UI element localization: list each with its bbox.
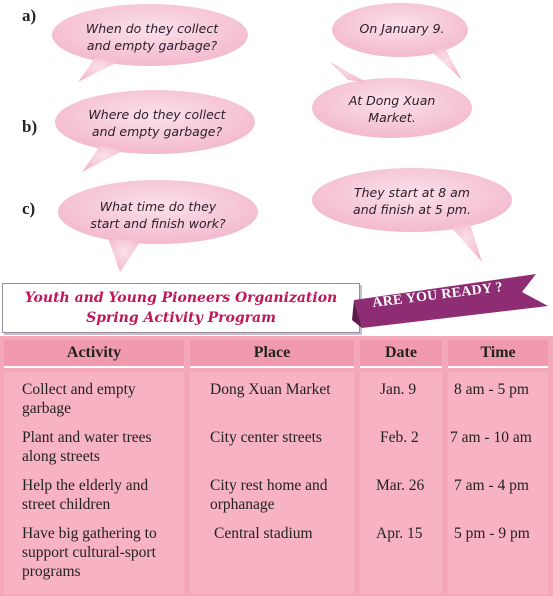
question-text-b: Where do they collect and empty garbage? bbox=[88, 107, 226, 139]
label-c: c) bbox=[22, 199, 36, 218]
cell-time: 5 pm - 9 pm bbox=[454, 525, 530, 542]
question-text-c: What time do they start and finish work? bbox=[90, 199, 226, 231]
header-activity: Activity bbox=[4, 340, 184, 368]
cell-place: City rest home and orphanage bbox=[210, 477, 328, 513]
label-b: b) bbox=[22, 117, 38, 136]
header-place: Place bbox=[190, 340, 354, 368]
program-title-box bbox=[2, 283, 360, 333]
answer-bubble-a bbox=[332, 3, 468, 80]
cell-place: City center streets bbox=[210, 429, 322, 446]
cell-date: Feb. 2 bbox=[380, 429, 419, 446]
label-a: a) bbox=[22, 6, 37, 25]
cell-time: 7 am - 10 am bbox=[450, 429, 532, 446]
cell-activity: Help the elderly and street children bbox=[22, 477, 149, 513]
banner-text: ARE YOU READY ? bbox=[371, 280, 504, 311]
program-title: Youth and Young Pioneers Organization bbox=[24, 290, 338, 306]
header-time: Time bbox=[448, 340, 548, 368]
cell-date: Apr. 15 bbox=[376, 525, 423, 542]
cell-place: Dong Xuan Market bbox=[210, 381, 331, 398]
question-text-a: When do they collect and empty garbage? bbox=[85, 21, 219, 53]
header-date: Date bbox=[360, 340, 442, 368]
cell-time: 7 am - 4 pm bbox=[454, 477, 529, 494]
cell-date: Jan. 9 bbox=[380, 381, 417, 398]
cell-activity: Collect and empty garbage bbox=[22, 381, 136, 417]
answer-text-b: At Dong Xuan Market. bbox=[348, 93, 436, 125]
cell-place: Central stadium bbox=[214, 525, 313, 542]
cell-time: 8 am - 5 pm bbox=[454, 381, 529, 398]
answer-text-a: On January 9. bbox=[359, 21, 445, 36]
cell-activity: Have big gathering to support cultural-sport programs bbox=[22, 525, 157, 580]
cell-activity: Plant and water trees along streets bbox=[22, 429, 152, 465]
program-subtitle: Spring Activity Program bbox=[86, 310, 276, 326]
answer-text-c: They start at 8 am and finish at 5 pm. bbox=[353, 185, 471, 217]
cell-date: Mar. 26 bbox=[376, 477, 425, 494]
